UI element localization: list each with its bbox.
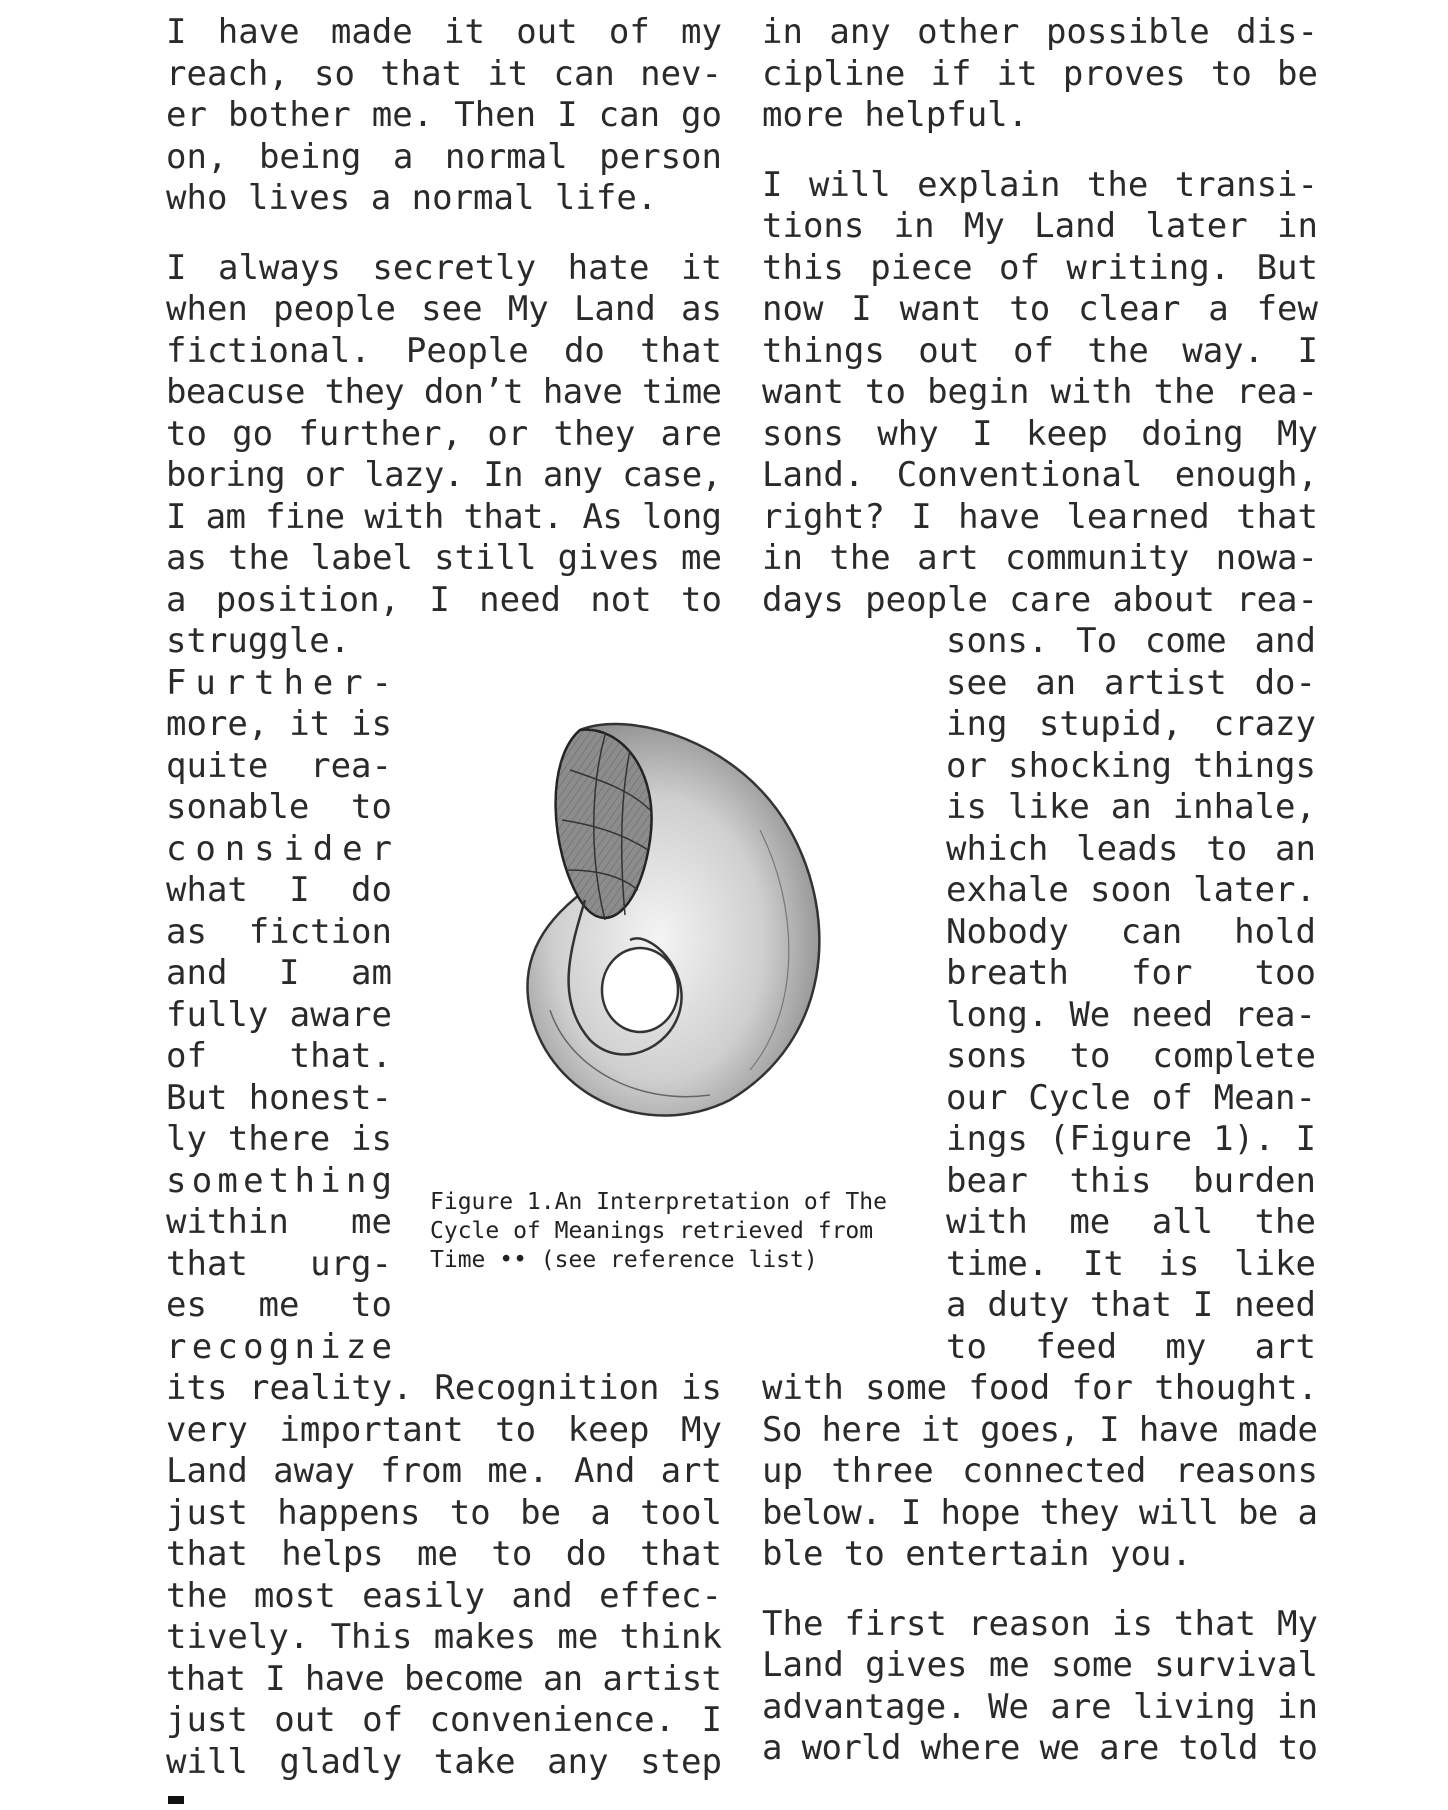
text-line: up three connected reasons: [762, 1451, 1318, 1491]
text-line: more, it is: [166, 704, 392, 744]
text-line: Land gives me some survival: [762, 1645, 1318, 1685]
text-line: ble to entertain you.: [762, 1534, 1192, 1574]
figure-caption: [430, 1188, 916, 1275]
text-line: Further-: [166, 662, 401, 703]
text-line: below. I hope they will be a: [762, 1492, 1318, 1533]
text-line: with me all the: [946, 1202, 1316, 1242]
text-line: something: [166, 1160, 398, 1201]
text-line: tively. This makes me think: [166, 1617, 722, 1657]
text-line: long. We need rea-: [946, 994, 1316, 1035]
text-line: bear this burden: [946, 1160, 1316, 1201]
text-line: just out of convenience. I: [166, 1700, 722, 1740]
text-line: consider: [166, 828, 401, 869]
text-line: our Cycle of Mean-: [946, 1077, 1316, 1118]
text-line: when people see My Land as: [166, 289, 722, 329]
text-line: see an artist do-: [946, 662, 1316, 703]
text-line: ing stupid, crazy: [946, 704, 1316, 744]
text-line: fully aware: [166, 994, 392, 1035]
text-line: or shocking things: [946, 745, 1316, 786]
text-line: to feed my art: [946, 1326, 1316, 1367]
text-line: its reality. Recognition is: [166, 1368, 722, 1408]
text-line: fictional. People do that: [166, 330, 722, 371]
text-line: of that.: [166, 1036, 392, 1076]
text-line: sons to complete: [946, 1036, 1316, 1076]
text-line: ings (Figure 1). I: [946, 1119, 1316, 1159]
text-line: Land. Conventional enough,: [762, 455, 1318, 495]
text-line: will gladly take any step: [166, 1741, 722, 1782]
text-line: a duty that I need: [946, 1285, 1316, 1325]
text-line: quite rea-: [166, 745, 392, 786]
klein-bottle-sketch-icon: [510, 710, 850, 1120]
text-line: and I am: [166, 953, 392, 993]
text-line: recognize: [166, 1326, 398, 1367]
text-line: right? I have learned that: [762, 496, 1318, 537]
text-line: advantage. We are living in: [762, 1686, 1318, 1727]
text-line: Land away from me. And art: [166, 1451, 722, 1491]
text-line: I always secretly hate it: [166, 247, 722, 288]
text-line: The first reason is that My: [762, 1603, 1318, 1644]
text-line: that urg-: [166, 1243, 392, 1284]
text-line: a position, I need not to: [166, 579, 722, 620]
text-line: very important to keep My: [166, 1409, 722, 1450]
text-line: want to begin with the rea-: [762, 372, 1318, 412]
text-line: tions in My Land later in: [762, 206, 1318, 246]
text-line: cipline if it proves to be: [762, 53, 1318, 94]
text-line: days people care about rea-: [762, 579, 1318, 620]
text-line: just happens to be a tool: [166, 1492, 722, 1533]
text-line: things out of the way. I: [762, 330, 1318, 371]
text-line: in any other possible dis-: [762, 12, 1318, 52]
text-line: which leads to an: [946, 828, 1316, 869]
text-line: I will explain the transi-: [762, 164, 1318, 205]
text-line: So here it goes, I have made: [762, 1409, 1318, 1450]
caption-line: Cycle of Meanings retrieved from: [430, 1218, 874, 1244]
text-line: as fiction: [166, 911, 392, 952]
text-line: a world where we are told to: [762, 1728, 1318, 1768]
page-number-mark: [168, 1796, 184, 1804]
text-line: with some food for thought.: [762, 1368, 1318, 1408]
text-line: is like an inhale,: [946, 787, 1316, 827]
text-line: I have made it out of my: [166, 12, 722, 52]
text-line: exhale soon later.: [946, 870, 1316, 910]
text-line: es me to: [166, 1285, 392, 1325]
text-line: that I have become an artist: [166, 1658, 722, 1699]
text-line: reach, so that it can nev-: [166, 53, 722, 94]
text-line: more helpful.: [762, 95, 1029, 135]
text-line: But honest-: [166, 1077, 392, 1118]
text-line: what I do: [166, 870, 392, 910]
text-line: sons why I keep doing My: [762, 413, 1318, 454]
text-line: struggle.: [166, 621, 351, 661]
text-line: this piece of writing. But: [762, 247, 1318, 288]
text-line: as the label still gives me: [166, 538, 722, 578]
text-line: sonable to: [166, 787, 392, 827]
text-line: the most easily and effec-: [166, 1575, 722, 1616]
text-line: boring or lazy. In any case,: [166, 455, 722, 495]
text-line: to go further, or they are: [166, 413, 722, 454]
text-line: ly there is: [166, 1119, 392, 1159]
text-line: that helps me to do that: [166, 1534, 722, 1574]
text-line: time. It is like: [946, 1243, 1316, 1284]
text-line: now I want to clear a few: [762, 289, 1318, 329]
text-line: Nobody can hold: [946, 911, 1316, 952]
text-line: within me: [166, 1202, 392, 1242]
text-line: I am fine with that. As long: [166, 496, 722, 537]
caption-line: Time •• (see reference list): [430, 1247, 818, 1273]
text-line: on, being a normal person: [166, 136, 722, 177]
text-line: er bother me. Then I can go: [166, 95, 722, 135]
text-line: breath for too: [946, 953, 1316, 993]
text-line: in the art community nowa-: [762, 538, 1318, 578]
text-line: sons. To come and: [946, 621, 1316, 661]
caption-line: Figure 1.An Interpretation of The: [430, 1189, 887, 1215]
text-line: who lives a normal life.: [166, 178, 658, 218]
text-line: beacuse they don’t have time: [166, 372, 722, 412]
